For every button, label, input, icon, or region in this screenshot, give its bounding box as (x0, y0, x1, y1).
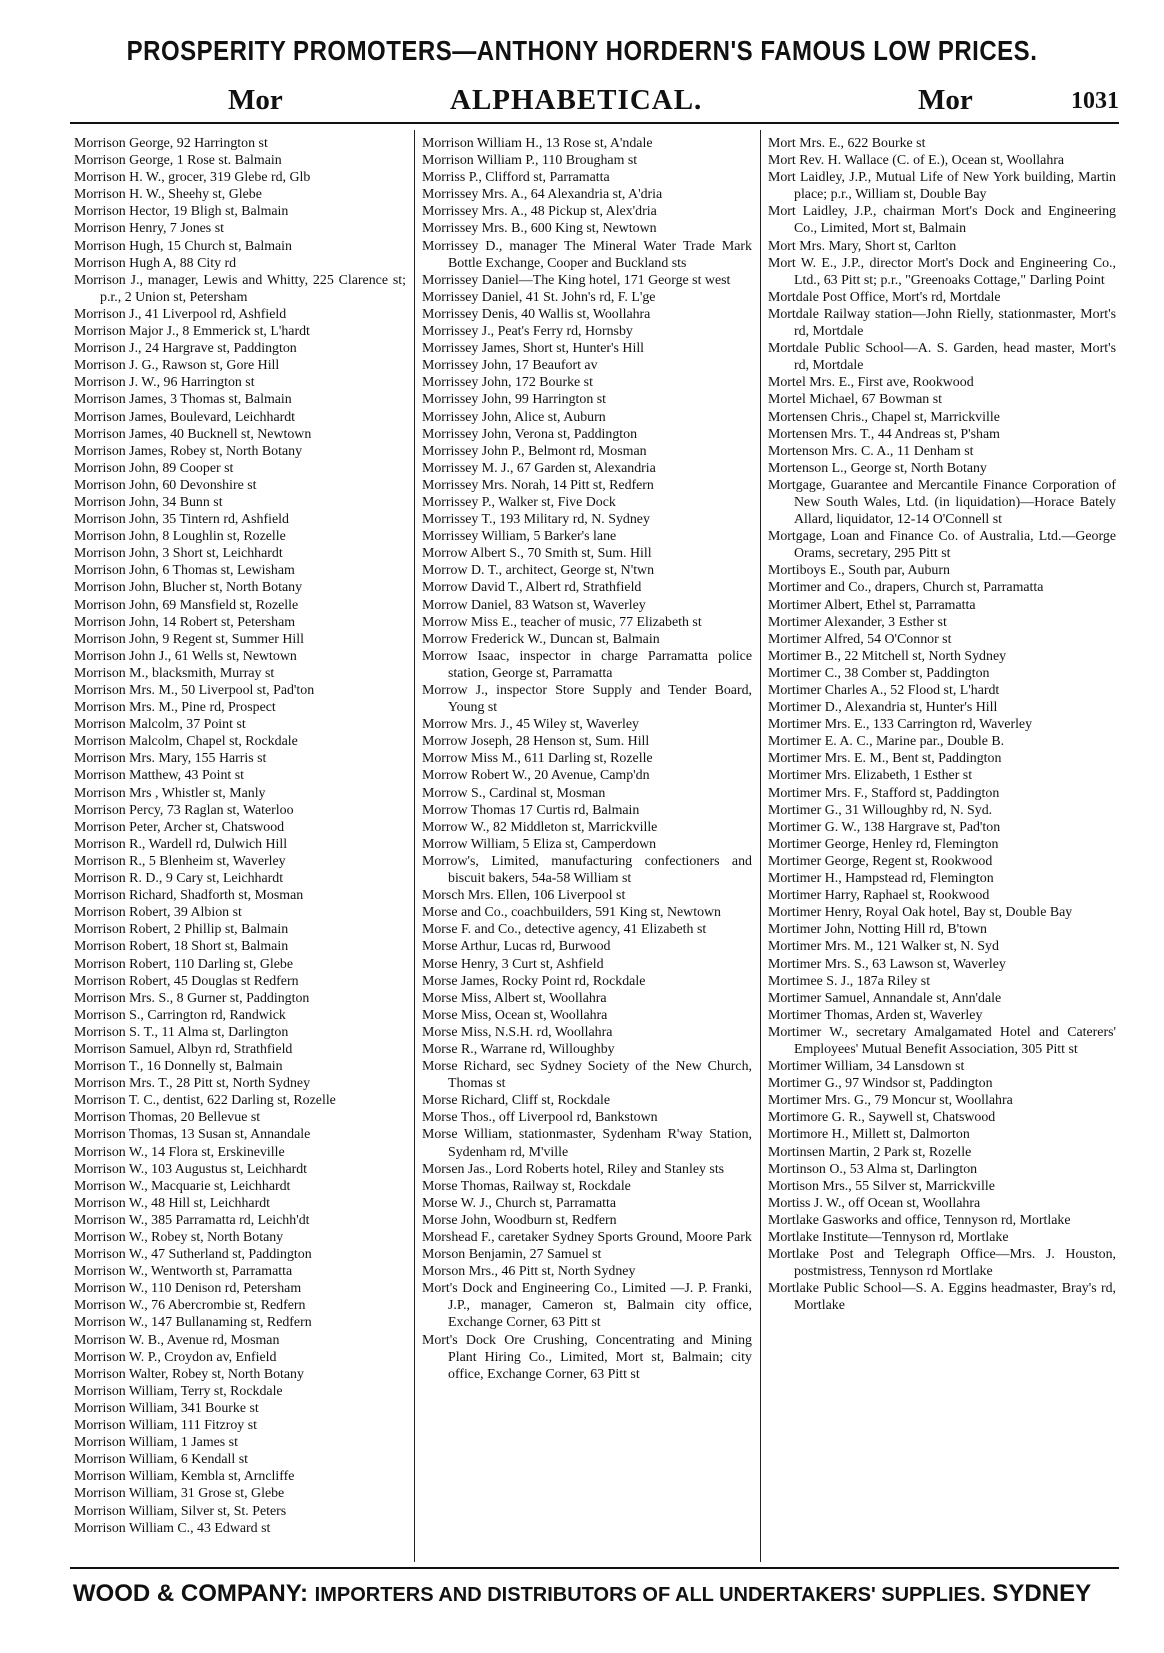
directory-entry: Mortimer G. W., 138 Hargrave st, Pad'ton (768, 819, 1001, 835)
directory-entry: Mortgage, Loan and Finance Co. of Australia, Ltd.—George Orams, secretary, 295 Pitt st (768, 529, 1116, 562)
directory-entry: Morrison W., 385 Parramatta rd, Leichh'dt (74, 1212, 310, 1228)
directory-entry: Mortison Mrs., 55 Silver st, Marrickville (768, 1178, 995, 1194)
directory-entry: Morrison John, 35 Tintern rd, Ashfield (74, 512, 289, 528)
directory-entry: Morrow William, 5 Eliza st, Camperdown (422, 836, 657, 852)
directory-entry: Mortimer Mrs. E., 133 Carrington rd, Waverley (768, 717, 1033, 733)
directory-entry: Mortimer B., 22 Mitchell st, North Sydney (768, 648, 1007, 664)
directory-entry: Morrison Thomas, 20 Bellevue st (74, 1110, 261, 1126)
directory-entry: Morse Miss, N.S.H. rd, Woollahra (422, 1024, 613, 1040)
directory-entry: Morrissey John P., Belmont rd, Mosman (422, 443, 647, 459)
directory-entry: Morrison J., manager, Lewis and Whitty, 225 Clarence st; p.r., 2 Union st, Petersham (74, 272, 406, 305)
directory-entry: Morsen Jas., Lord Roberts hotel, Riley and Stanley sts (422, 1161, 725, 1177)
directory-entry: Mortimer Mrs. G., 79 Moncur st, Woollahra (768, 1093, 1013, 1109)
directory-entry: Morrison R., 5 Blenheim st, Waverley (74, 853, 286, 869)
directory-entry: Morrison John, 8 Loughlin st, Rozelle (74, 529, 286, 545)
directory-entry: Morse Arthur, Lucas rd, Burwood (422, 939, 611, 955)
directory-entry: Morse Miss, Ocean st, Woollahra (422, 1007, 608, 1023)
directory-entry: Morse William, stationmaster, Sydenham R'way Station, Sydenham rd, M'ville (422, 1127, 752, 1160)
directory-entry: Morrissey Daniel, 41 St. John's rd, F. L'ge (422, 289, 656, 305)
directory-entry: Mortinson O., 53 Alma st, Darlington (768, 1161, 978, 1177)
directory-entry: Morrison Robert, 45 Douglas st Redfern (74, 973, 299, 989)
directory-column-3 (768, 135, 1116, 1560)
directory-entry: Morrissey Mrs. A., 64 Alexandria st, A'dria (422, 187, 663, 203)
directory-entry: Morrison W., 47 Sutherland st, Paddington (74, 1247, 312, 1263)
directory-entry: Morse John, Woodburn st, Redfern (422, 1212, 617, 1228)
directory-entry: Mort Laidley, J.P., chairman Mort's Dock and Engineering Co., Limited, Mort st, Balmain (768, 204, 1116, 237)
directory-entry: Morshead F., caretaker Sydney Sports Ground, Moore Park (422, 1230, 752, 1245)
directory-entry: Morrison William, Terry st, Rockdale (74, 1383, 283, 1399)
directory-entry: Morsch Mrs. Ellen, 106 Liverpool st (422, 888, 626, 904)
directory-entry: Mort Mrs. Mary, Short st, Carlton (768, 238, 957, 254)
directory-entry: Morse Richard, sec Sydney Society of the New Church, Thomas st (422, 1059, 752, 1092)
directory-entry: Mort W. E., J.P., director Mort's Dock and Engineering Co., Ltd., 63 Pitt st; p.r., "Greenoaks Cottage," Darling Point (768, 255, 1116, 288)
top-advertisement-banner: PROSPERITY PROMOTERS—ANTHONY HORDERN'S FAMOUS LOW PRICES. (126, 35, 1038, 67)
directory-entry: Mort Rev. H. Wallace (C. of E.), Ocean st, Woollahra (768, 153, 1065, 169)
directory-entry: Mort Mrs. E., 622 Bourke st (768, 136, 926, 151)
directory-entry: Morrison John J., 61 Wells st, Newtown (74, 648, 297, 664)
directory-entry: Morrow D. T., architect, George st, N'twn (422, 563, 655, 579)
directory-entry: Morrison W., 103 Augustus st, Leichhardt (74, 1161, 308, 1177)
directory-entry: Mortimer Albert, Ethel st, Parramatta (768, 597, 976, 613)
directory-entry: Mortel Mrs. E., First ave, Rookwood (768, 375, 974, 391)
directory-entry: Mortimer Thomas, Arden st, Waverley (768, 1007, 983, 1023)
directory-entry: Morrison John, 9 Regent st, Summer Hill (74, 631, 304, 647)
directory-entry: Mortgage, Guarantee and Mercantile Finance Corporation of New South Wales, Ltd. (in liquidation)—Horace Bately Allard, liquidator, 12-14 O'Connell st (768, 477, 1116, 528)
directory-entry: Morrison John, 34 Bunn st (74, 494, 223, 510)
directory-entry: Morrison John, 69 Mansfield st, Rozelle (74, 597, 299, 613)
directory-entry: Morrison William, 31 Grose st, Glebe (74, 1486, 285, 1502)
directory-entry: Morrison Robert, 18 Short st, Balmain (74, 939, 289, 955)
directory-entry: Mortimer E. A. C., Marine par., Double B. (768, 734, 1005, 750)
directory-entry: Morrison H. W., grocer, 319 Glebe rd, Glb (74, 170, 311, 186)
directory-entry: Mortdale Public School—A. S. Garden, head master, Mort's rd, Mortdale (768, 341, 1116, 374)
directory-entry: Morrissey John, Verona st, Paddington (422, 426, 638, 442)
directory-entry: Morrison M., blacksmith, Murray st (74, 665, 275, 681)
directory-entry: Mortensen Mrs. T., 44 Andreas st, P'sham (768, 426, 1000, 442)
directory-entry: Morrow David T., Albert rd, Strathfield (422, 580, 642, 596)
running-head (70, 84, 1119, 124)
directory-entry: Mortimer George, Regent st, Rookwood (768, 853, 993, 869)
directory-entry: Morrissey John, 172 Bourke st (422, 375, 593, 391)
directory-entry: Morrison Percy, 73 Raglan st, Waterloo (74, 802, 294, 818)
directory-entry: Morrison Robert, 110 Darling st, Glebe (74, 956, 294, 972)
directory-entry: Morrison Malcolm, Chapel st, Rockdale (74, 734, 298, 750)
directory-entry: Morrison Thomas, 13 Susan st, Annandale (74, 1127, 311, 1143)
footer-company: WOOD & COMPANY: (72, 1580, 308, 1607)
directory-entry: Morrow Thomas 17 Curtis rd, Balmain (422, 802, 640, 818)
directory-entry: Morrison Major J., 8 Emmerick st, L'hardt (74, 324, 310, 340)
directory-column-1 (74, 135, 406, 1560)
directory-entry: Morrison Robert, 2 Phillip st, Balmain (74, 922, 289, 938)
footer-rule (70, 1567, 1119, 1569)
footer-city: SYDNEY (992, 1580, 1092, 1607)
directory-entry: Morrison W. P., Croydon av, Enfield (74, 1349, 277, 1365)
directory-entry: Morse Thomas, Railway st, Rockdale (422, 1178, 631, 1194)
directory-entry: Mortimer Henry, Royal Oak hotel, Bay st, Double Bay (768, 905, 1073, 921)
directory-entry: Mortimore G. R., Saywell st, Chatswood (768, 1110, 996, 1126)
directory-entry: Morse Thos., off Liverpool rd, Bankstown (422, 1110, 658, 1126)
directory-entry: Morse F. and Co., detective agency, 41 Elizabeth st (422, 922, 707, 938)
directory-entry: Mortimer W., secretary Amalgamated Hotel and Caterers' Employees' Mutual Benefit Association, 305 Pitt st (768, 1024, 1116, 1057)
directory-entry: Morrison William, 341 Bourke st (74, 1400, 259, 1416)
directory-entry: Mort's Dock and Engineering Co., Limited —J. P. Franki, J.P., manager, Cameron st, Balmain city office, Exchange Corner, 63 Pitt st (422, 1281, 752, 1331)
directory-entry: Mortimee S. J., 187a Riley st (768, 973, 931, 989)
directory-entry: Mortimer Mrs. F., Stafford st, Paddington (768, 785, 1000, 801)
directory-entry: Morrissey Denis, 40 Wallis st, Woollahra (422, 306, 651, 322)
directory-entry: Morson Benjamin, 27 Samuel st (422, 1247, 602, 1263)
directory-entry: Mortimer Alfred, 54 O'Connor st (768, 631, 952, 647)
running-head-left: Mor (228, 84, 283, 116)
directory-entry: Morrissey Daniel—The King hotel, 171 George st west (422, 272, 731, 288)
directory-entry: Morrison James, Robey st, North Botany (74, 443, 303, 459)
directory-entry: Morrison Mrs. Mary, 155 Harris st (74, 751, 267, 767)
directory-entry: Morrissey John, Alice st, Auburn (422, 409, 606, 425)
directory-entry: Morse Richard, Cliff st, Rockdale (422, 1093, 611, 1109)
directory-entry: Morrison Walter, Robey st, North Botany (74, 1366, 304, 1382)
directory-entry: Morrison T. C., dentist, 622 Darling st, Rozelle (74, 1093, 336, 1109)
directory-entry: Morrison William, 111 Fitzroy st (74, 1418, 257, 1434)
directory-entry: Morrissey D., manager The Mineral Water Trade Mark Bottle Exchange, Cooper and Buckland sts (422, 238, 752, 271)
directory-entry: Morrison James, Boulevard, Leichhardt (74, 409, 296, 425)
directory-entry: Morrison Henry, 7 Jones st (74, 221, 224, 237)
directory-entry: Mortel Michael, 67 Bowman st (768, 392, 942, 408)
directory-entry: Morrissey James, Short st, Hunter's Hill (422, 341, 645, 357)
directory-entry: Morrissey Mrs. B., 600 King st, Newtown (422, 221, 657, 237)
running-head-right: Mor (918, 84, 973, 116)
directory-entry: Morrison John, 3 Short st, Leichhardt (74, 546, 283, 562)
directory-entry: Morrow Isaac, inspector in charge Parramatta police station, George st, Parramatta (422, 648, 752, 681)
directory-entry: Mortiboys E., South par, Auburn (768, 563, 950, 579)
directory-entry: Mortlake Public School—S. A. Eggins headmaster, Bray's rd, Mortlake (768, 1281, 1116, 1314)
directory-entry: Mortdale Railway station—John Rielly, stationmaster, Mort's rd, Mortdale (768, 306, 1116, 340)
directory-entry: Morrison John, 6 Thomas st, Lewisham (74, 563, 295, 579)
header-rule (70, 122, 1119, 124)
directory-entry: Morse W. J., Church st, Parramatta (422, 1195, 617, 1211)
directory-entry: Morrison Mrs. M., 50 Liverpool st, Pad'ton (74, 683, 315, 698)
directory-entry: Mortiss J. W., off Ocean st, Woollahra (768, 1195, 981, 1211)
directory-entry: Morse and Co., coachbuilders, 591 King st, Newtown (422, 905, 721, 921)
directory-entry: Morrison W., 147 Bullanaming st, Redfern (74, 1315, 312, 1331)
directory-entry: Mortimer Mrs. S., 63 Lawson st, Waverley (768, 956, 1006, 972)
directory-entry: Morrison George, 1 Rose st. Balmain (74, 153, 282, 169)
directory-entry: Morrissey John, 99 Harrington st (422, 392, 607, 408)
directory-entry: Morrison W., Macquarie st, Leichhardt (74, 1178, 291, 1194)
directory-entry: Morrissey M. J., 67 Garden st, Alexandria (422, 460, 656, 476)
directory-entry: Morrow S., Cardinal st, Mosman (422, 785, 606, 801)
directory-entry: Mortimer Mrs. E. M., Bent st, Paddington (768, 751, 1002, 767)
directory-entry: Mortimer George, Henley rd, Flemington (768, 836, 999, 852)
directory-entry: Morrow Robert W., 20 Avenue, Camp'dn (422, 768, 650, 784)
directory-entry: Morrison John, 14 Robert st, Petersham (74, 614, 296, 630)
directory-entry: Mortimer Mrs. Elizabeth, 1 Esther st (768, 768, 973, 784)
directory-entry: Morse R., Warrane rd, Willoughby (422, 1041, 615, 1057)
directory-entry: Mortensen Chris., Chapel st, Marrickville (768, 409, 1000, 425)
directory-entry: Mortimer John, Notting Hill rd, B'town (768, 922, 987, 938)
directory-entry: Morrison W., 110 Denison rd, Petersham (74, 1281, 302, 1297)
directory-entry: Morrison John, 60 Devonshire st (74, 477, 257, 493)
directory-entry: Morrison Richard, Shadforth st, Mosman (74, 888, 304, 904)
directory-entry: Morrison S. T., 11 Alma st, Darlington (74, 1024, 289, 1040)
directory-entry: Morrison S., Carrington rd, Randwick (74, 1007, 286, 1023)
directory-entry: Mortimer Charles A., 52 Flood st, L'hardt (768, 683, 1000, 698)
directory-entry: Mortimer William, 34 Lansdown st (768, 1059, 965, 1075)
directory-entry: Mort Laidley, J.P., Mutual Life of New York building, Martin place; p.r., William st, Double Bay (768, 170, 1116, 203)
directory-entry: Morrow W., 82 Middleton st, Marrickville (422, 819, 658, 835)
page-number: 1031 (1071, 88, 1119, 114)
directory-entry: Mortimer Samuel, Annandale st, Ann'dale (768, 990, 1002, 1006)
directory-entry: Morrison Robert, 39 Albion st (74, 905, 242, 921)
column-divider (414, 130, 415, 1562)
directory-entry: Morrison Mrs , Whistler st, Manly (74, 785, 266, 801)
directory-entry: Mortenson Mrs. C. A., 11 Denham st (768, 443, 974, 459)
directory-entry: Mortdale Post Office, Mort's rd, Mortdale (768, 289, 1001, 305)
directory-entry: Morrow Miss E., teacher of music, 77 Elizabeth st (422, 614, 702, 630)
column-divider (760, 130, 761, 1562)
directory-entry: Morrissey T., 193 Military rd, N. Sydney (422, 512, 650, 528)
directory-entry: Mortimore H., Millett st, Dalmorton (768, 1127, 970, 1143)
directory-entry: Morrow Albert S., 70 Smith st, Sum. Hill (422, 546, 652, 562)
directory-entry: Morrison J. G., Rawson st, Gore Hill (74, 358, 280, 374)
directory-entry: Morrison Peter, Archer st, Chatswood (74, 819, 285, 835)
directory-entry: Morrison W., 48 Hill st, Leichhardt (74, 1195, 270, 1211)
directory-entry: Morrison George, 92 Harrington st (74, 136, 268, 151)
directory-entry: Morrison J. W., 96 Harrington st (74, 375, 255, 391)
directory-entry: Morrison R. D., 9 Cary st, Leichhardt (74, 871, 284, 887)
running-head-title: ALPHABETICAL. (450, 84, 703, 116)
directory-entry: Morrison W., 76 Abercrombie st, Redfern (74, 1298, 306, 1314)
directory-entry: Morrison William H., 13 Rose st, A'ndale (422, 136, 653, 151)
directory-entry: Morrison J., 24 Hargrave st, Paddington (74, 341, 297, 357)
directory-entry: Morrow Daniel, 83 Watson st, Waverley (422, 597, 646, 613)
directory-entry: Morrison J., 41 Liverpool rd, Ashfield (74, 306, 287, 322)
directory-entry: Morse James, Rocky Point rd, Rockdale (422, 973, 646, 989)
directory-entry: Morrissey J., Peat's Ferry rd, Hornsby (422, 324, 633, 340)
directory-entry: Morrison William, 6 Kendall st (74, 1452, 248, 1468)
directory-entry: Morson Mrs., 46 Pitt st, North Sydney (422, 1264, 636, 1280)
directory-entry: Morrison W. B., Avenue rd, Mosman (74, 1332, 280, 1348)
directory-entry: Morrison William, 1 James st (74, 1435, 238, 1451)
directory-entry: Morrow J., inspector Store Supply and Tender Board, Young st (422, 683, 752, 716)
directory-entry: Morrow Frederick W., Duncan st, Balmain (422, 631, 660, 647)
directory-entry: Mortlake Institute—Tennyson rd, Mortlake (768, 1230, 1009, 1245)
directory-entry: Morrison Mrs. M., Pine rd, Prospect (74, 700, 276, 716)
directory-entry: Morrison W., Wentworth st, Parramatta (74, 1264, 293, 1280)
directory-entry: Morse Henry, 3 Curt st, Ashfield (422, 956, 604, 972)
directory-entry: Morrissey Mrs. Norah, 14 Pitt st, Redfern (422, 477, 654, 493)
directory-entry: Mortenson L., George st, North Botany (768, 460, 987, 476)
directory-entry: Morrison Hugh, 15 Church st, Balmain (74, 238, 292, 254)
directory-entry: Morrissey John, 17 Beaufort av (422, 358, 598, 374)
directory-entry: Mortlake Post and Telegraph Office—Mrs. J. Houston, postmistress, Tennyson rd Mortlake (768, 1247, 1116, 1280)
directory-entry: Morrison R., Wardell rd, Dulwich Hill (74, 836, 288, 852)
directory-entry: Morrison Mrs. T., 28 Pitt st, North Sydney (74, 1076, 311, 1092)
directory-entry: Morrissey William, 5 Barker's lane (422, 529, 617, 545)
directory-entry: Mortimer C., 38 Comber st, Paddington (768, 665, 990, 681)
directory-entry: Morrison Matthew, 43 Point st (74, 768, 245, 784)
directory-entry: Morrison Hector, 19 Bligh st, Balmain (74, 204, 289, 220)
directory-entry: Morrison Samuel, Albyn rd, Strathfield (74, 1041, 293, 1057)
bottom-advertisement-banner (0, 1580, 1164, 1608)
directory-entry: Mortimer G., 97 Windsor st, Paddington (768, 1076, 993, 1092)
directory-entry: Morrow Miss M., 611 Darling st, Rozelle (422, 751, 653, 767)
directory-entry: Morrison William P., 110 Brougham st (422, 153, 638, 169)
directory-entry: Mort's Dock Ore Crushing, Concentrating and Mining Plant Hiring Co., Limited, Mort st, Balmain; city office, Exchange Corner, 63 Pitt st (422, 1332, 752, 1382)
directory-entry: Morse Miss, Albert st, Woollahra (422, 990, 607, 1006)
directory-entry: Mortimer D., Alexandria st, Hunter's Hill (768, 700, 998, 716)
directory-entry: Morrow's, Limited, manufacturing confectioners and biscuit bakers, 54a-58 William st (422, 853, 752, 887)
directory-entry: Mortimer Harry, Raphael st, Rookwood (768, 888, 990, 904)
directory-entry: Morrison Mrs. S., 8 Gurner st, Paddington (74, 990, 310, 1006)
directory-entry: Mortimer Alexander, 3 Esther st (768, 614, 947, 630)
directory-entry: Morrison Malcolm, 37 Point st (74, 717, 246, 733)
directory-entry: Morrow Mrs. J., 45 Wiley st, Waverley (422, 717, 639, 733)
directory-entry: Mortinsen Martin, 2 Park st, Rozelle (768, 1144, 972, 1160)
directory-entry: Morrison William, Kembla st, Arncliffe (74, 1469, 295, 1485)
directory-entry: Morrissey Mrs. A., 48 Pickup st, Alex'dria (422, 204, 657, 220)
directory-entry: Morrison William, Silver st, St. Peters (74, 1503, 287, 1519)
directory-entry: Morrison T., 16 Donnelly st, Balmain (74, 1059, 283, 1075)
directory-entry: Morriss P., Clifford st, Parramatta (422, 170, 610, 186)
directory-entry: Morrison H. W., Sheehy st, Glebe (74, 187, 262, 203)
directory-entry: Morrison John, 89 Cooper st (74, 460, 234, 476)
directory-entry: Morrison W., Robey st, North Botany (74, 1230, 284, 1245)
directory-entry: Morrison James, 3 Thomas st, Balmain (74, 392, 292, 408)
directory-entry: Morrison Hugh A, 88 City rd (74, 255, 237, 271)
directory-column-2 (422, 135, 752, 1560)
directory-entry: Morrison W., 14 Flora st, Erskineville (74, 1144, 285, 1160)
footer-tagline: IMPORTERS AND DISTRIBUTORS OF ALL UNDERTAKERS' SUPPLIES. (314, 1584, 986, 1606)
directory-entry: Mortlake Gasworks and office, Tennyson rd, Mortlake (768, 1212, 1071, 1228)
directory-entry: Morrison James, 40 Bucknell st, Newtown (74, 426, 312, 442)
directory-entry: Morrison William C., 43 Edward st (74, 1520, 271, 1536)
directory-entry: Morrissey P., Walker st, Five Dock (422, 494, 616, 510)
directory-entry: Mortimer H., Hampstead rd, Flemington (768, 871, 994, 887)
directory-entry: Morrow Joseph, 28 Henson st, Sum. Hill (422, 734, 650, 750)
directory-entry: Mortimer G., 31 Willoughby rd, N. Syd. (768, 802, 993, 818)
directory-entry: Mortimer Mrs. M., 121 Walker st, N. Syd (768, 939, 999, 955)
directory-entry: Mortimer and Co., drapers, Church st, Parramatta (768, 580, 1044, 596)
directory-entry: Morrison John, Blucher st, North Botany (74, 580, 303, 596)
